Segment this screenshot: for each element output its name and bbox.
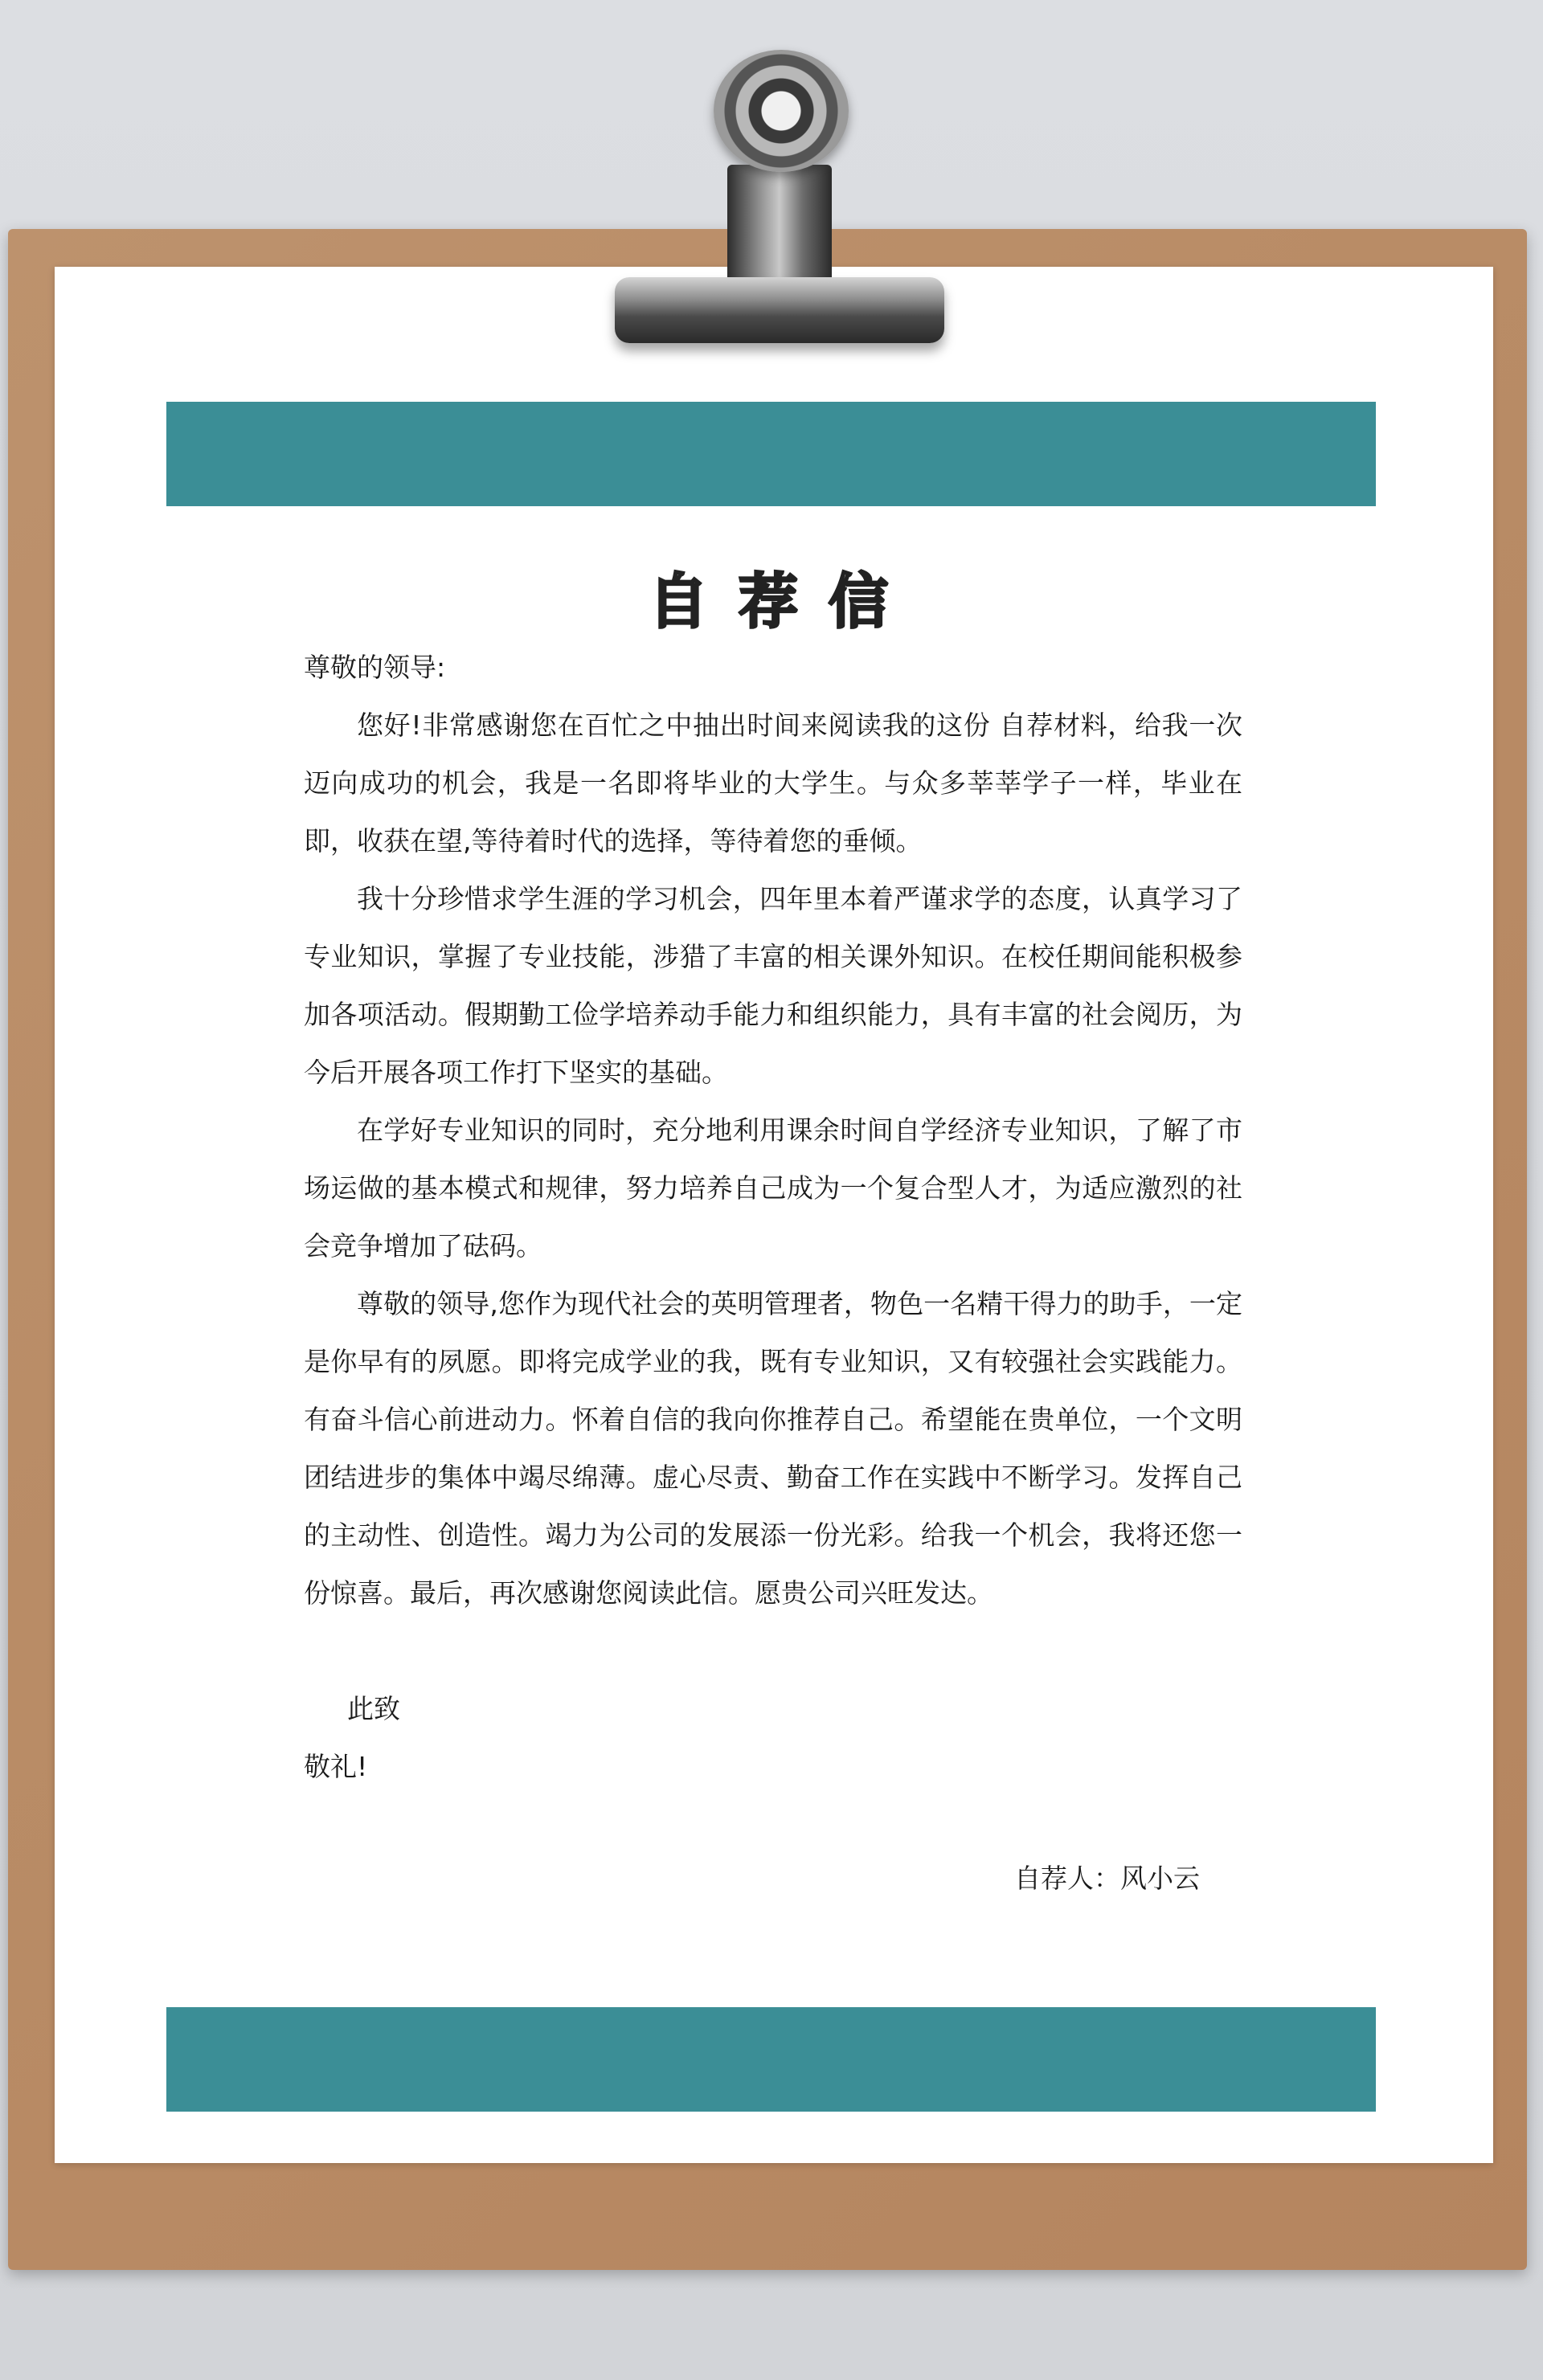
paragraph-2: 我十分珍惜求学生涯的学习机会，四年里本着严谨求学的态度，认真学习了专业知识，掌握了专业技能，涉猎了丰富的相关课外知识。在校任期间能积极参加各项活动。假期勤工俭学培养动手能力和组织能力，具有丰富的社会阅历，为今后开展各项工作打下坚实的基础。 [304, 883, 1242, 1088]
spacer [304, 1622, 1242, 1680]
closing-line-1: 此致 [347, 1693, 400, 1724]
letter-title: 自荐信 [649, 567, 919, 636]
paragraph-1: 您好!非常感谢您在百忙之中抽出时间来阅读我的这份 自荐材料，给我一次迈向成功的机会，我是一名即将毕业的大学生。与众多莘莘学子一样，毕业在即，收获在望,等待着时代的选择，等待着您的垂倾。 [304, 710, 1242, 857]
paragraph-3: 在学好专业知识的同时，充分地利用课余时间自学经济专业知识，了解了市场运做的基本模式和规律，努力培养自己成为一个复合型人才，为适应激烈的社会竞争增加了砝码。 [304, 1114, 1242, 1262]
paragraph-4: 尊敬的领导,您作为现代社会的英明管理者，物色一名精干得力的助手，一定是你早有的夙愿。即将完成学业的我，既有专业知识，又有较强社会实践能力。有奋斗信心前进动力。怀着自信的我向你推荐自己。希望能在贵单位，一个文明团结进步的集体中竭尽绵薄。虚心尽责、勤奋工作在实践中不断学习。发挥自己的主动性、创造性。竭力为公司的发展添一份光彩。给我一个机会，我将还您一份惊喜。最后，再次感谢您阅读此信。愿贵公司兴旺发达。 [304, 1288, 1242, 1609]
binder-clip-ring-icon [714, 50, 849, 172]
closing-line-2: 敬礼! [304, 1751, 368, 1782]
salutation: 尊敬的领导: [304, 652, 446, 683]
letter-body [304, 639, 1242, 1796]
header-band [166, 402, 1376, 506]
binder-clip-base-icon [615, 277, 944, 343]
footer-band [166, 2007, 1376, 2112]
signature: 自荐人：风小云 [1014, 1863, 1200, 1894]
binder-clip-icon [727, 165, 832, 289]
